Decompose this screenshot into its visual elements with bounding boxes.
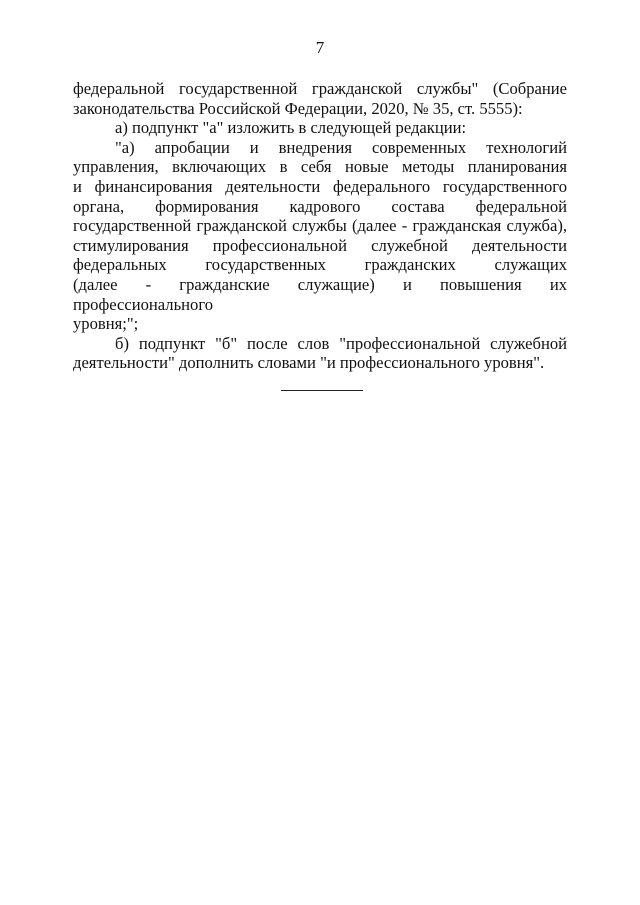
text-line: законодательства Российской Федерации, 2020, № 35, ст. 5555): — [73, 98, 523, 118]
text-line: а) подпункт "а" изложить в следующей редакции: — [115, 118, 467, 138]
item-b-paragraph — [73, 334, 567, 373]
text-line: "а) апробации и внедрения современных технологий — [115, 137, 567, 157]
text-line: органа, формирования кадрового состава федеральной — [73, 196, 567, 216]
text-line: и финансирования деятельности федерального государственного — [73, 176, 567, 196]
item-a-heading — [73, 118, 567, 138]
text-line: уровня;"; — [73, 314, 139, 334]
intro-paragraph — [73, 79, 567, 118]
text-line: федеральных государственных гражданских служащих — [73, 255, 567, 275]
document-body — [73, 79, 567, 373]
text-line: б) подпункт "б" после слов "профессиональной служебной — [115, 333, 567, 353]
text-line: деятельности" дополнить словами "и профессионального уровня". — [73, 353, 545, 373]
text-line: стимулирования профессиональной служебной деятельности — [73, 235, 567, 255]
item-a-quote-paragraph — [73, 138, 567, 334]
page-number: 7 — [315, 38, 325, 57]
text-line: федеральной государственной гражданской службы" (Собрание — [73, 79, 567, 98]
text-line: управления, включающих в себя новые методы планирования — [73, 157, 567, 177]
text-line: (далее - гражданские служащие) и повышения их профессионального — [73, 274, 567, 314]
text-line: государственной гражданской службы (далее - гражданская служба), — [73, 216, 567, 236]
end-separator-line — [281, 390, 363, 391]
